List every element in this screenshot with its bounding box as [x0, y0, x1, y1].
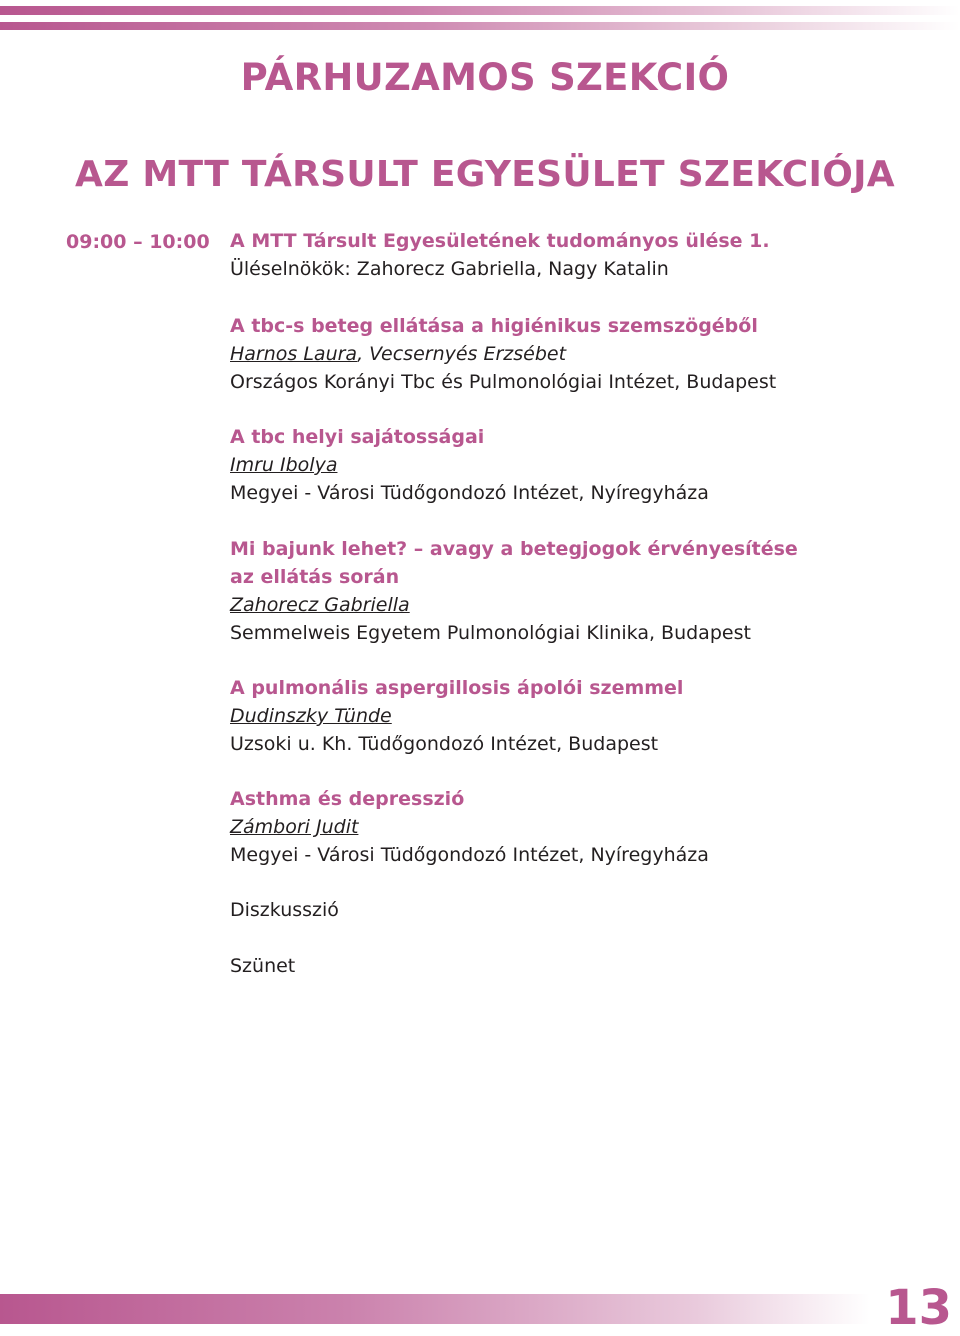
- bottom-decor-bar: [0, 1294, 870, 1324]
- talk-title: A pulmonális aspergillosis ápolói szemmel: [230, 677, 684, 699]
- section-title: AZ MTT TÁRSULT EGYESÜLET SZEKCIÓJA: [75, 154, 895, 195]
- presenter-name: Zámbori Judit: [230, 816, 359, 838]
- talk-authors: [230, 451, 709, 479]
- page-number: 13: [885, 1280, 952, 1336]
- session-time: 09:00 – 10:00: [66, 231, 210, 253]
- talk-institution: Uzsoki u. Kh. Tüdőgondozó Intézet, Budapest: [230, 733, 659, 755]
- talk-institution: Megyei - Városi Tüdőgondozó Intézet, Nyíregyháza: [230, 482, 709, 504]
- presenter-name: Imru Ibolya: [230, 454, 338, 476]
- talk-item: [230, 312, 776, 396]
- top-decor-bar-2: [0, 22, 960, 30]
- talk-item: [230, 423, 709, 507]
- presenter-name: Zahorecz Gabriella: [230, 594, 410, 616]
- talk-title: Asthma és depresszió: [230, 788, 465, 810]
- session-chairs: Üléselnökök: Zahorecz Gabriella, Nagy Katalin: [230, 258, 669, 280]
- talk-title: A tbc helyi sajátosságai: [230, 426, 485, 448]
- break-item: Szünet: [230, 955, 296, 977]
- top-decor-bar: [0, 6, 960, 15]
- session-title: A MTT Társult Egyesületének tudományos ülése 1.: [230, 230, 770, 252]
- talk-title: Mi bajunk lehet? – avagy a betegjogok érvényesítése: [230, 538, 798, 560]
- talk-item: [230, 785, 709, 869]
- talk-authors: [230, 591, 798, 619]
- talk-authors: [230, 813, 709, 841]
- coauthor-names: , Vecsernyés Erzsébet: [357, 343, 567, 365]
- talk-authors: [230, 340, 776, 368]
- talk-authors: [230, 702, 683, 730]
- talk-item: [230, 674, 683, 758]
- talk-institution: Országos Korányi Tbc és Pulmonológiai Intézet, Budapest: [230, 371, 777, 393]
- talk-institution: Semmelweis Egyetem Pulmonológiai Klinika, Budapest: [230, 622, 751, 644]
- presenter-name: Harnos Laura: [230, 343, 358, 365]
- talk-title: A tbc-s beteg ellátása a higiénikus szemszögéből: [230, 315, 758, 337]
- talk-title-continued: az ellátás során: [230, 566, 400, 588]
- presenter-name: Dudinszky Tünde: [230, 705, 392, 727]
- discussion-item: Diszkusszió: [230, 899, 339, 921]
- session-header: [230, 227, 770, 283]
- talk-item: [230, 535, 798, 647]
- page-title: PÁRHUZAMOS SZEKCIÓ: [240, 56, 730, 99]
- talk-institution: Megyei - Városi Tüdőgondozó Intézet, Nyíregyháza: [230, 844, 709, 866]
